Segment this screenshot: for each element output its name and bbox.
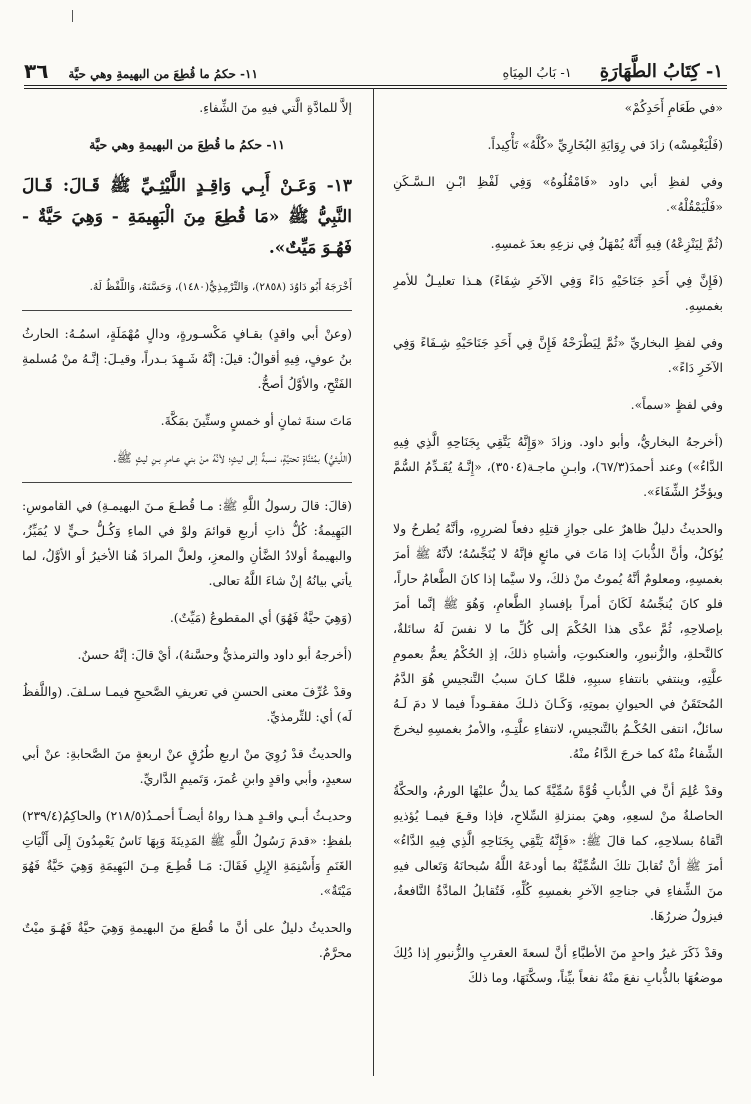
paragraph: وفي لفظِ البخاريِّ «ثُمَّ لِيَطْرَحْهُ فَإِنَّ فِي أَحَدِ جَنَاحَيْهِ شِـفَاءً وَفِي الآخَرِ دَاءً». <box>393 335 723 375</box>
divider <box>22 310 352 311</box>
paragraph: وقدْ عُرِّفَ معنى الحسنِ في تعريفِ الصَّحيحِ فيمـا سـلفَ. (واللَّفظُ لَه) أي: للتِّرمذيِّ. <box>22 684 352 724</box>
paragraph: «في طَعَامِ أَحَدِكُمْ» <box>624 100 723 115</box>
header-left-group <box>24 59 258 83</box>
intro-line: إلاَّ للمادَّةِ الَّتي فيهِ منَ الشِّفاءِ. <box>199 100 352 115</box>
paragraph: (وعنْ أبي واقدٍ) بقـافٍ مَكْسـورةٍ، ودالٍ مُهْمَلَةٍ، اسمُـهُ: الحارثُ بنُ عوفٍ، فِيهِ أقوالٌ: قيلَ: إنَّهُ شَـهِدَ بـدراً، وقيـلَ: إنَّـهُ منْ مُسلمةِ الفَتْحِ، والأوَّلُ أصحُّ. <box>22 326 352 391</box>
section-running-title: ١١- حكمُ ما قُطِعَ من البهيمةِ وهي حيَّة <box>68 67 258 81</box>
right-column <box>393 95 723 1076</box>
header-rule-thin <box>24 88 727 89</box>
paragraph: والحديثُ قدْ رُوِيَ منْ اربعِ طُرُقٍ عنْ اربعةٍ منَ الصَّحابةِ: عنْ أبي سعيدٍ، وأبي واقدٍ وابنِ عُمرَ، وَتَميمٍ الدَّاريِّ. <box>22 746 352 786</box>
paragraph: مَاتَ سنةَ ثمانٍ أو خمسٍ وستِّينَ بمَكَّةَ. <box>160 413 352 428</box>
left-column <box>22 95 352 1076</box>
paragraph: والحديثُ دليلٌ على أنَّ ما قُطعَ منَ البهيمةِ وَهِيَ حيَّةٌ فَهُـوَ ميْتٌ محرَّمٌ. <box>22 920 352 960</box>
paragraph: وفي لفظِ أبي داود «فَامْقُلُوهُ» وَفِي لَفْظِ ابْـنِ الـسَّـكَنِ «فَلْيَمْقُلْهُ». <box>393 174 723 214</box>
paragraph: (فَلْيَغْمِسْه) زادَ في رِوَايَةِ البُخَارِيِّ «كُلَّهُ» تَأْكِيداً. <box>487 137 723 152</box>
paragraph: (قالَ: قالَ رسولُ اللَّهِ ﷺ: مـا قُطـعَ مـنَ البهيمـةِ) في القاموسِ: البَهِيمةُ: كُلُّ ذاتِ أربعِ قوائمَ ولوْ في الماءِ وَكُـلُّ حـيٍّ لا يُمَيِّزُ، والبهيمةُ أولادُ الضَّأنِ والمعزِ، ولعلَّ المرادَ هُنا الأخيرُ أو الأوَّلُ، لما يأتي بيانُهُ إنْ شاءَ اللَّهُ تعالى. <box>22 498 352 588</box>
running-header <box>24 58 723 84</box>
column-divider <box>373 88 374 1076</box>
paragraph: (فَإِنَّ فِي أَحَدِ جَنَاحَيْهِ دَاءً وَفِي الآخَرِ شِفَاءً) هـذا تعليـلٌ للأمرِ بغمسِهِ. <box>393 273 723 313</box>
paragraph: وقدْ عُلِمَ أنَّ في الذُّبابِ قُوَّةً سُمِّيَّةً كما يدلُّ عليْهَا الورمُ، والحكَّةُ الحاصلةُ منْ لسعِهِ، وهيَ بمنزلةِ السِّلاحِ، فإذا وقـعَ فيمـا يُؤذيهِ اتَّقاهُ بسلاحِهِ، كما قالَ ﷺ: «فَإِنَّهُ يَتَّقِي بِجَنَاحِهِ الَّذِي فِيهِ الدَّاءُ» أمرَ ﷺ أنْ تُقابلَ تلكَ السُّمِّيَّةُ بما أودعَهُ اللَّهُ سُبحانَهُ وَتَعالى فيهِ منَ الشِّفاءِ في جناحِهِ الآخرِ بغمسِهِ كُلِّهِ، فَتُقابلُ المادَّةُ النَّافعةُ، فيزولُ ضررُهَا. <box>393 783 723 923</box>
paragraph: والحديثُ دليلٌ ظاهرٌ على جوازِ قتلِهِ دفعاً لضررِهِ، وأنَّهُ يُطرحُ ولا يُؤكلُ، وأنَّ الذُّبابَ إذا مَاتَ في مائعٍ فإنَّهُ لا يُنَجِّسُهُ؛ لأنَّهُ ﷺ أمرَ بغمسِهِ، ومعلومٌ أنَّهُ يُموتُ منْ ذلكَ، ولا سيَّما إذا كانَ الطَّعامُ حاراً، فلو كانَ يُنجِّسُهُ لَكَانَ أمراً بإفسادِ الطَّعامِ، وَهُوَ ﷺ إنَّما أمرَ بإصلاحِهِ، ثُمَّ عدَّى هذا الحُكْمَ إلى كُلِّ ما لا نفسَ لَهُ سائلةٌ، كالنَّحلةِ، والزُّنبورِ، والعنكبوتِ، وأشباهِ ذلكَ، إذِ الحُكْمُ يعمُّ بعمومِ علَّتِهِ، وينتفي بانتفاءِ سببِهِ، فلمَّا كـانَ سببُ التَّنجيسِ هُوَ الدَّمُ المُحتَقَنُ في الحيوانِ بموتِهِ، وَكَـانَ ذلـكَ مفقـوداً فيما لا دمَ لَـهُ سائلٌ، انتفى الحُكْـمُ بالتَّنجيسِ، لانتفاءِ علَّتِـهِ، والأمرُ بغمسِهِ ليخرجَ الشِّفاءُ منْهُ كما خرجَ الدَّاءُ منْهُ. <box>393 521 723 761</box>
paragraph: وفي لفظٍ «سماً». <box>630 397 723 412</box>
section-heading: ١١- حكمُ ما قُطِعَ من البهيمةِ وهي حيَّة <box>89 137 285 152</box>
paragraph: (اللَّيثيُّ) بمُثنَّاةٍ تحتيَّةٍ، نسبةٌ إلى ليثٍ؛ لأنَّهُ منْ بني عـامرِ بـنِ ليثٍ ﷺ. <box>112 450 352 465</box>
paragraph: وحديـثُ أبـي واقـدٍ هـذا رواهُ أيضـاً أحمـدُ(٢١٨/٥) والحاكِمُ(٢٣٩/٤) بلفظِ: «قدمَ رَسُولُ اللَّهِ ﷺ المَدِينَةَ وَبِهَا نَاسٌ يَعْمِدُونَ إِلَى أَلْيَاتِ الغَنَمِ وَأَسْنِمَةِ الإِبِلِ فَقَالَ: مَـا قُطِـعَ مِـنَ البَهِيمَةِ وَهِيَ حَيَّةٌ فَهُوَ مَيْتَةٌ». <box>22 808 352 898</box>
paragraph: (أخرجهُ أبو داود والترمذيُّ وحسَّنهُ)، أيْ قالَ: إنَّهُ حسنٌ. <box>77 647 352 662</box>
hadith-text: ١٣- وَعَـنْ أَبِـي وَاقِـدٍ اللَّيْثِـيِّ ﷺ قَـالَ: قَـالَ النَّبِيُّ ﷺ «مَا قُطِعَ مِنَ الْبَهِيمَةِ - وَهِيَ حَيَّةٌ - فَهُـوَ مَيِّتٌ». <box>22 176 352 258</box>
header-right-group <box>502 61 723 82</box>
divider <box>22 482 352 483</box>
paragraph: (أخرجهُ البخاريُّ، وأبو داود. وزادَ «وَإِنَّهُ يَتَّقِي بِجَنَاحِهِ الَّذِي فِيهِ الدَّاءُ») وعند أحمدَ(٦٧/٣)، وابـنِ ماجـة(٣٥٠٤)، «إِنَّـهُ يُقَـدِّمُ السُّمَّ ويؤخِّرُ الشِّفَاءَ». <box>393 434 723 499</box>
paragraph: وقدْ ذَكَرَ غيرُ واحدٍ منَ الأطبَّاءِ أنَّ لسعةَ العقربِ والزُّنبورِ إذا دُلِكَ موضعُهَا بالذُّبابِ نفعَ منْهُ نفعاً بيِّناً، وسكَّنَهَا، وما ذلكَ <box>393 945 723 985</box>
book-title: ١- كِتَابُ الطَّهَارَةِ <box>599 60 723 82</box>
hadith-source: أَخْرَجَهُ أَبُو دَاوُدَ (٢٨٥٨)، وَالتِّرْمِذِيُّ(١٤٨٠)، وَحَسَّنَهُ، وَاللَّفْظُ لَهُ. <box>89 281 352 293</box>
paragraph: (ثُمَّ لِيَنْزِعْهُ) فِيهِ أَنَّهُ يُمْهَلُ فِي نزعِهِ بعدَ غمسِهِ. <box>490 236 723 251</box>
chapter-title: ١- بَابُ المِيَاهِ <box>502 65 572 81</box>
scan-mark <box>72 10 73 22</box>
header-rule-thick <box>24 85 727 86</box>
page-number: ٣٦ <box>24 59 49 83</box>
paragraph: (وَهِيَ حيَّةٌ فَهُوَ) أي المقطوعُ (مَيِّتٌ). <box>169 610 352 625</box>
